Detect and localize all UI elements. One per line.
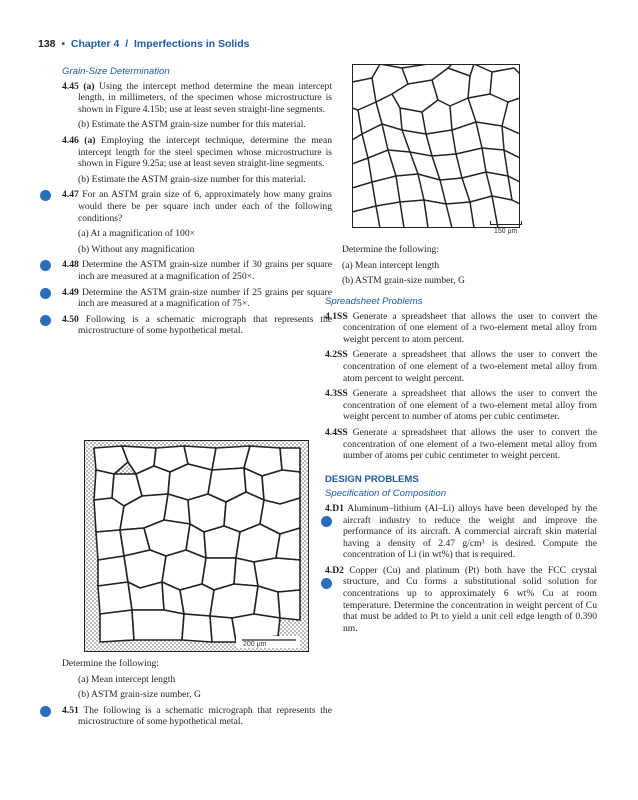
problem-4-d1 [314, 502, 597, 561]
problem-number: 4.4SS [325, 426, 348, 438]
section-spreadsheet: Spreadsheet Problems [325, 296, 423, 307]
problem-number: 4.1SS [325, 310, 348, 322]
problem-4-50 [34, 313, 333, 337]
problem-4-46 [62, 135, 332, 170]
problem-4-2ss [325, 349, 597, 384]
determine-following: Determine the following: [62, 658, 159, 669]
problem-number: 4.2SS [325, 349, 348, 361]
problem-number: 4.50 [62, 313, 79, 325]
problem-4-47 [34, 189, 332, 224]
problem-number: 4.49 [62, 286, 79, 298]
problem-text: Determine the ASTM grain-size number if 30 grains per square inch are measured at a magnification of 250×. [78, 259, 332, 282]
problem-4-51 [34, 704, 332, 728]
right-after-figure [342, 244, 612, 291]
chapter-title: Imperfections in Solids [133, 38, 250, 50]
problem-number: 4.47 [62, 189, 79, 201]
grain-structure-image [84, 440, 309, 652]
determine-following: Determine the following: [342, 244, 439, 255]
determine-b: (b) ASTM grain-size number, G [78, 689, 201, 701]
problem-4-d2 [314, 564, 597, 635]
problem-4-45-b: (b) Estimate the ASTM grain-size number for this material. [78, 119, 306, 131]
problem-text: Copper (Cu) and platinum (Pt) both have the FCC crystal structure, and Cu forms a substitutional solid solution for concentrations up to approximately 6 wt% Cu at room temperature. Determine the concentration in weight percent of Cu that must be added to Pt to yield a unit cell edge length of 0.390 nm. [343, 564, 597, 634]
problem-text: Following is a schematic micrograph that represents the microstructure of some hypothetical metal. [78, 313, 333, 337]
problem-number: 4.48 [62, 259, 79, 271]
right-column [314, 296, 597, 638]
design-problems-heading: DESIGN PROBLEMS [325, 473, 419, 485]
plus-icon[interactable]: + [321, 578, 332, 589]
scale-bar-right [490, 221, 522, 225]
problem-4-45 [62, 81, 332, 116]
determine-a: (a) Mean intercept length [342, 259, 440, 271]
problem-4-3ss [325, 388, 597, 423]
problem-text: Using the intercept method determine the mean intercept length, in millimeters, of the specimen whose microstructure is shown in Figure 4.15b; use at least seven straight-line segments. [78, 80, 332, 115]
problem-text: Generate a spreadsheet that allows the user to convert the concentration of one element of a two-element metal alloy from weight percent to atom percent. [343, 310, 597, 345]
problem-number: 4.46 [62, 134, 79, 146]
problem-text: Generate a spreadsheet that allows the user to convert the concentration of one element of a two-element metal alloy from number of atoms per cubic centimeter to weight percent. [343, 426, 597, 462]
problem-text: For an ASTM grain size of 6, approximately how many grains would there be per square inch under each of the following conditions? [78, 189, 332, 224]
plus-icon[interactable]: + [40, 288, 51, 299]
header-slash: / [125, 38, 129, 50]
problem-text: Generate a spreadsheet that allows the user to convert the concentration of one element of a two-element metal alloy from atom percent to weight percent. [343, 349, 597, 384]
scale-label-right: 150 μm [494, 228, 518, 235]
problem-text: Aluminum–lithium (Al–Li) alloys have been developed by the aircraft industry to reduce the weight and improve the performance of its aircraft. A commercial aircraft skin material having a density of 2.47 g/cm³ is desired. Compute the concentration of Li (in wt%) that is required. [343, 502, 597, 561]
problem-4-47-b: (b) Without any magnification [78, 243, 195, 255]
plus-icon[interactable]: + [40, 315, 51, 326]
header-bullet: • [61, 38, 66, 50]
determine-a: (a) Mean intercept length [78, 673, 176, 685]
grain-structure-image [352, 64, 520, 228]
running-header [38, 38, 249, 50]
section-grain-size: Grain-Size Determination [62, 66, 170, 77]
plus-icon[interactable]: + [40, 260, 51, 271]
micrograph-figure-left [84, 440, 309, 652]
problem-text: Determine the ASTM grain-size number if 25 grains per square inch are measured at a magnification of 75×. [78, 286, 332, 310]
problem-number: 4.D1 [325, 502, 344, 514]
plus-icon[interactable]: + [40, 706, 51, 717]
problem-text: The following is a schematic micrograph that represents the microstructure of some hypothetical metal. [78, 704, 332, 728]
problem-4-47-a: (a) At a magnification of 100× [78, 228, 196, 240]
chapter-label: Chapter 4 [70, 38, 120, 50]
page-number: 138 [38, 38, 56, 50]
determine-b: (b) ASTM grain-size number, G [342, 275, 465, 287]
problem-4-4ss [325, 427, 597, 462]
problem-number: 4.51 [62, 704, 79, 716]
micrograph-figure-right [352, 64, 520, 228]
problem-4-1ss [325, 311, 597, 346]
part-a-label: (a) [83, 80, 95, 92]
problem-text: Generate a spreadsheet that allows the user to convert the concentration of one element of a two-element metal alloy from weight percent to number of atoms per cubic centimeter. [343, 388, 597, 423]
section-composition: Specification of Composition [325, 488, 447, 500]
plus-icon[interactable]: + [40, 190, 51, 201]
problem-number: 4.45 [62, 80, 79, 92]
problem-4-49 [34, 286, 332, 310]
left-after-figure [34, 658, 332, 732]
problem-number: 4.D2 [325, 564, 344, 576]
problem-text: Employing the intercept technique, determine the mean intercept length for the steel specimen whose microstructure is shown in Figure 9.25a; use at least seven straight-line segments. [78, 134, 333, 170]
part-a-label: (a) [84, 134, 96, 146]
scale-label-left: 200 μm [243, 641, 267, 648]
left-column [34, 66, 333, 341]
plus-icon[interactable]: + [321, 516, 332, 527]
problem-4-46-b: (b) Estimate the ASTM grain-size number for this material. [78, 173, 306, 185]
problem-4-48 [34, 259, 332, 282]
problem-number: 4.3SS [325, 388, 348, 400]
